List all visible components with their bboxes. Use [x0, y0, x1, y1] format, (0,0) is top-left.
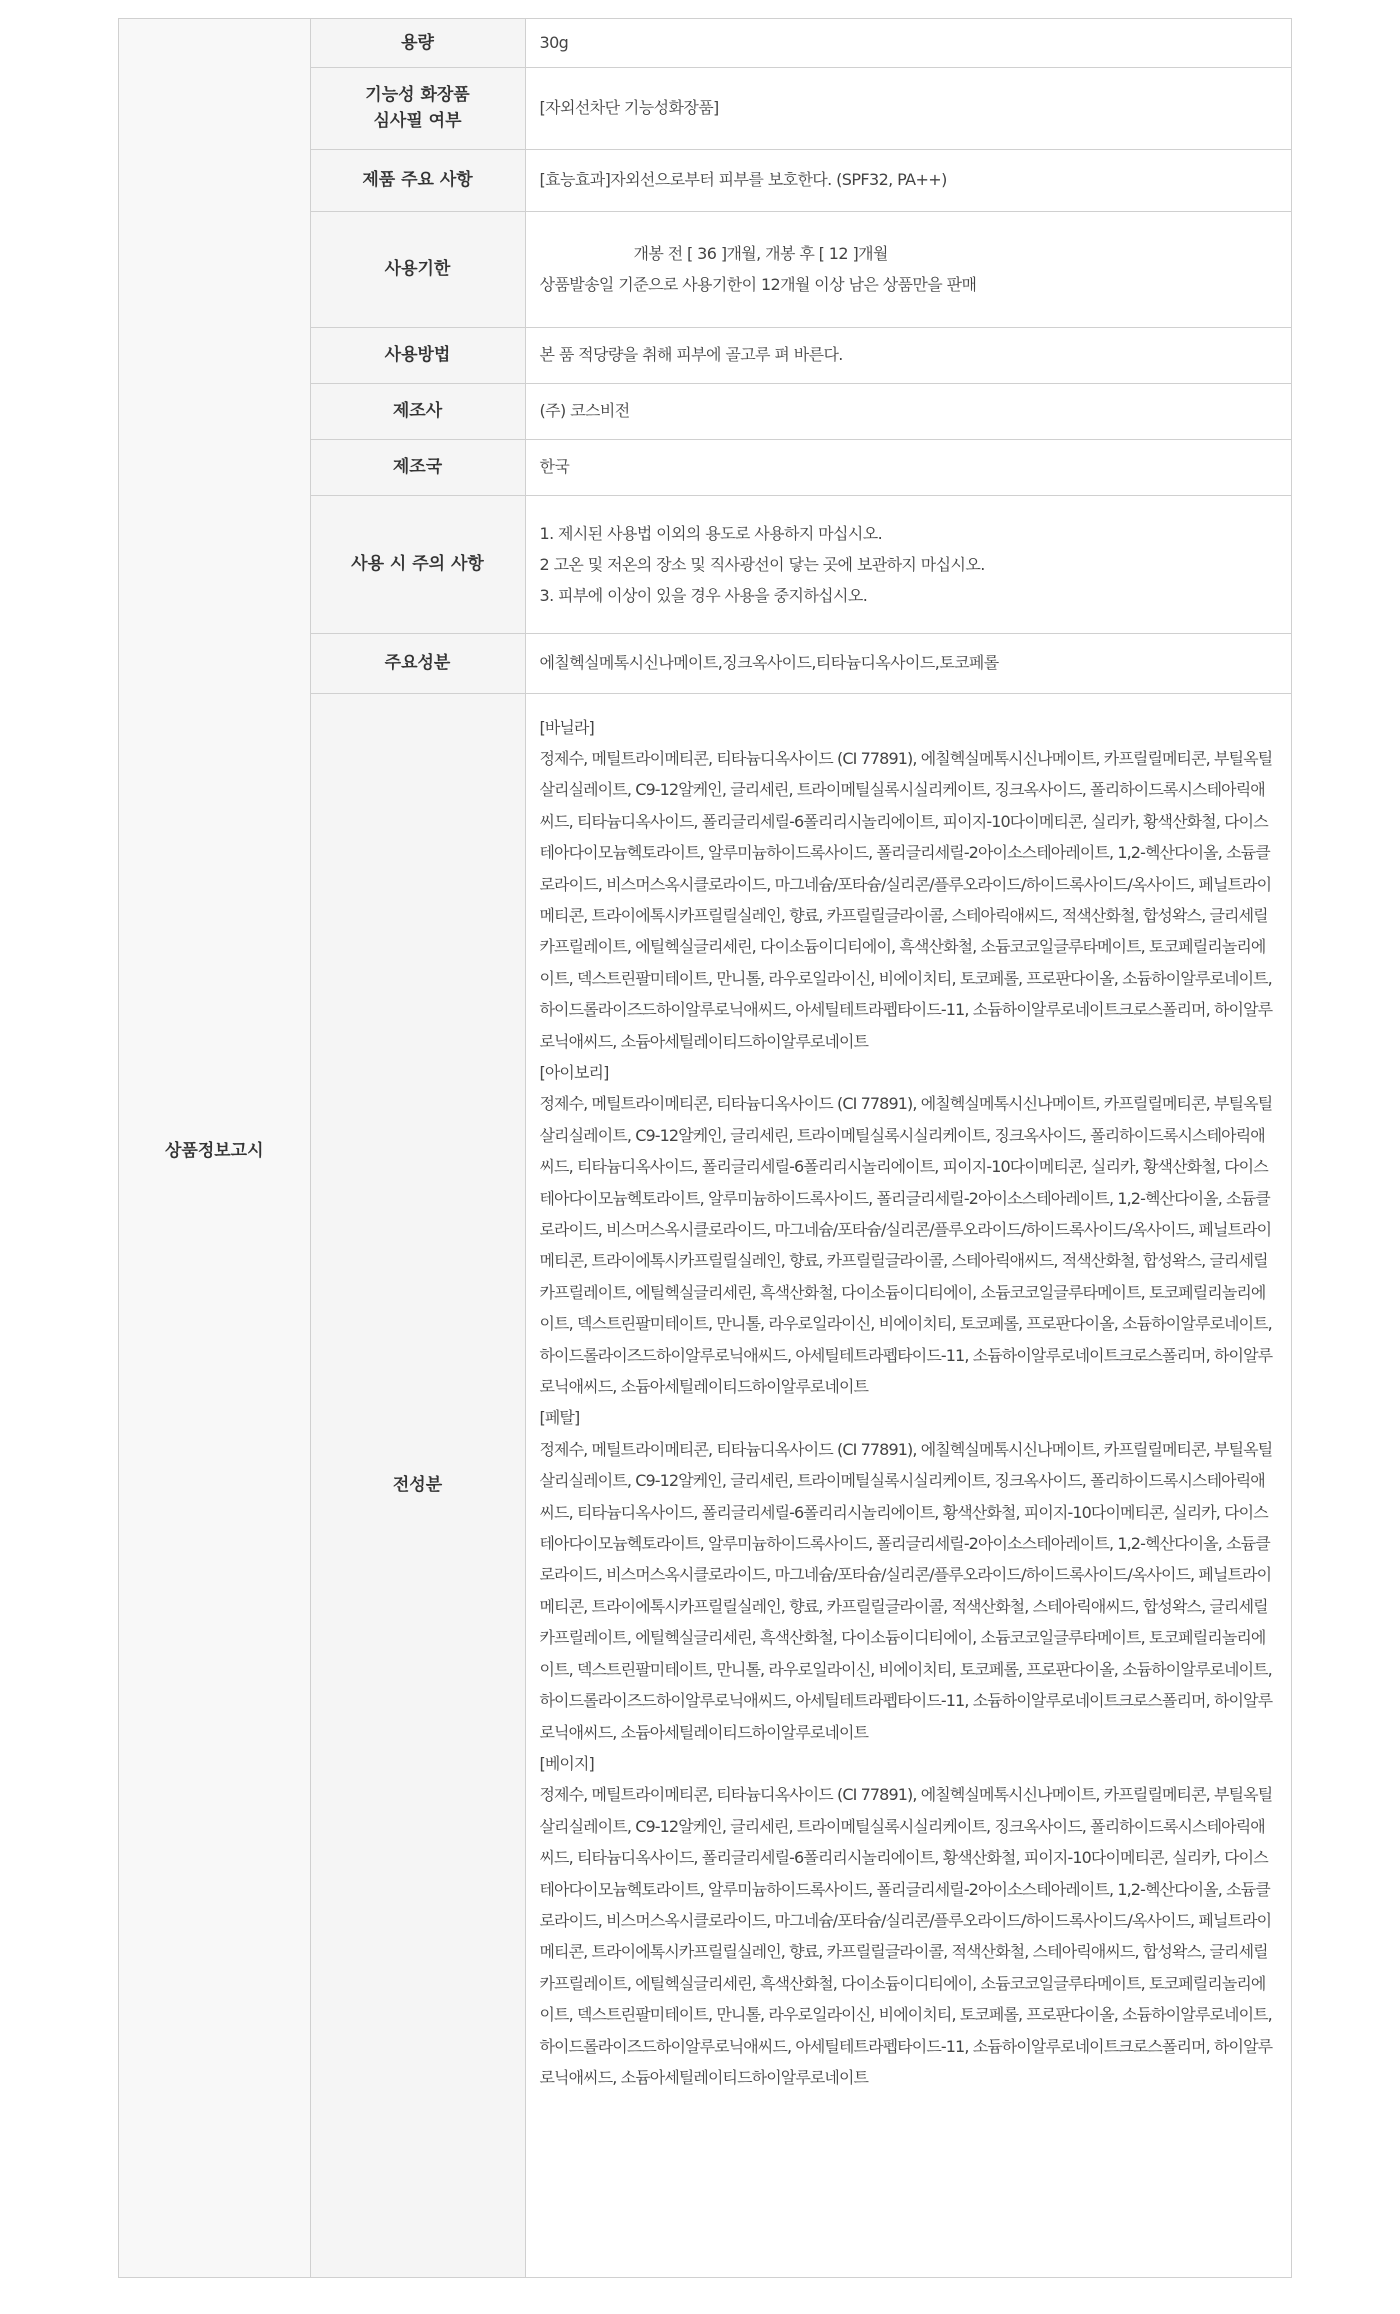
- row-label-capacity: 용량: [310, 19, 525, 67]
- row-value-expiration: [525, 211, 1291, 327]
- row-label-expiration: 사용기한: [310, 211, 525, 327]
- row-value-capacity: 30g: [525, 19, 1291, 67]
- shade-ingredients: 정제수, 메틸트라이메티콘, 티타늄디옥사이드 (CI 77891), 에칠헥실메톡시신나메이트, 카프릴릴메티콘, 부틸옥틸살리실레이트, C9-12알케인, 글리세린, 트라이메틸실록시실리케이트, 징크옥사이드, 폴리하이드록시스테아릭애씨드, 티타늄디옥사이드, 폴리글리세릴-6폴리리시놀리에이트, 피이지-10다이메티콘, 실리카, 황색산화철, 다이스테아다이모늄헥토라이트, 알루미늄하이드록사이드, 폴리글리세릴-2아이소스테아레이트, 1,2-헥산다이올, 소듐클로라이드, 비스머스옥시클로라이드, 마그네슘/포타슘/실리콘/플루오라이드/하이드록사이드/옥사이드, 페닐트라이메티콘, 트라이에톡시카프릴릴실레인, 향료, 카프릴릴글라이콜, 스테아릭애씨드, 적색산화철, 합성왁스, 글리세릴카프릴레이트, 에틸헥실글리세린, 흑색산화철, 다이소듐이디티에이, 소듐코코일글루타메이트, 토코페릴리놀리에이트, 덱스트린팔미테이트, 만니톨, 라우로일라이신, 비에이치티, 토코페롤, 프로판다이올, 소듐하이알루로네이트, 하이드롤라이즈드하이알루로닉애씨드, 아세틸테트라펩타이드-11, 소듐하이알루로네이트크로스폴리머, 하이알루로닉애씨드, 소듐아세틸레이티드하이알루로네이트: [539, 1094, 1273, 1397]
- row-value-precautions: [525, 495, 1291, 633]
- expiration-line-1: 개봉 전 [ 36 ]개월, 개봉 후 [ 12 ]개월: [633, 244, 888, 263]
- row-label-manufacturer: 제조사: [310, 383, 525, 439]
- row-value-full-ingredients: [525, 693, 1291, 2277]
- shade-name: [베이지]: [539, 1753, 594, 1773]
- row-value-usage: 본 품 적당량을 취해 피부에 골고루 펴 바른다.: [525, 327, 1291, 383]
- shade-ingredients: 정제수, 메틸트라이메티콘, 티타늄디옥사이드 (CI 77891), 에칠헥실메톡시신나메이트, 카프릴릴메티콘, 부틸옥틸살리실레이트, C9-12알케인, 글리세린, 트라이메틸실록시실리케이트, 징크옥사이드, 폴리하이드록시스테아릭애씨드, 티타늄디옥사이드, 폴리글리세릴-6폴리리시놀리에이트, 황색산화철, 피이지-10다이메티콘, 실리카, 다이스테아다이모늄헥토라이트, 알루미늄하이드록사이드, 폴리글리세릴-2아이소스테아레이트, 1,2-헥산다이올, 소듐클로라이드, 비스머스옥시클로라이드, 마그네슘/포타슘/실리콘/플루오라이드/하이드록사이드/옥사이드, 페닐트라이메티콘, 트라이에톡시카프릴릴실레인, 향료, 카프릴릴글라이콜, 적색산화철, 스테아릭애씨드, 합성왁스, 글리세릴카프릴레이트, 에틸헥실글리세린, 흑색산화철, 다이소듐이디티에이, 소듐코코일글루타메이트, 토코페릴리놀리에이트, 덱스트린팔미테이트, 만니톨, 라우로일라이신, 비에이치티, 토코페롤, 프로판다이올, 소듐하이알루로네이트, 하이드롤라이즈드하이알루로닉애씨드, 아세틸테트라펩타이드-11, 소듐하이알루로네이트크로스폴리머, 하이알루로닉애씨드, 소듐아세틸레이티드하이알루로네이트: [539, 1439, 1273, 1742]
- expiration-line-2: 상품발송일 기준으로 사용기한이 12개월 이상 남은 상품만을 판매: [539, 275, 977, 294]
- label-line: 심사필 여부: [373, 111, 462, 131]
- shade-name: [페탈]: [539, 1408, 580, 1428]
- label-line: 기능성 화장품: [365, 85, 470, 105]
- row-label-precautions: 사용 시 주의 사항: [310, 495, 525, 633]
- group-label: 상품정보고시: [119, 19, 310, 2277]
- precaution-line: 1. 제시된 사용법 이외의 용도로 사용하지 마십시오.: [539, 523, 883, 543]
- row-value-key-ingredients: 에칠헥실메톡시신나메이트,징크옥사이드,티타늄디옥사이드,토코페롤: [525, 633, 1291, 693]
- product-info-table: [119, 19, 1291, 2277]
- precaution-line: 2 고온 및 저온의 장소 및 직사광선이 닿는 곳에 보관하지 마십시오.: [539, 554, 985, 574]
- row-value-manufacturer: (주) 코스비전: [525, 383, 1291, 439]
- shade-name: [아이보리]: [539, 1062, 609, 1082]
- row-label-main-features: 제품 주요 사항: [310, 149, 525, 211]
- shade-name: [바닐라]: [539, 717, 594, 737]
- row-label-full-ingredients: 전성분: [310, 693, 525, 2277]
- row-label-functional-cosmetic: [310, 67, 525, 149]
- row-label-key-ingredients: 주요성분: [310, 633, 525, 693]
- row-value-functional-cosmetic: [자외선차단 기능성화장품]: [525, 67, 1291, 149]
- precaution-line: 3. 피부에 이상이 있을 경우 사용을 중지하십시오.: [539, 585, 868, 605]
- shade-ingredients: 정제수, 메틸트라이메티콘, 티타늄디옥사이드 (CI 77891), 에칠헥실메톡시신나메이트, 카프릴릴메티콘, 부틸옥틸살리실레이트, C9-12알케인, 글리세린, 트라이메틸실록시실리케이트, 징크옥사이드, 폴리하이드록시스테아릭애씨드, 티타늄디옥사이드, 폴리글리세릴-6폴리리시놀리에이트, 피이지-10다이메티콘, 실리카, 황색산화철, 다이스테아다이모늄헥토라이트, 알루미늄하이드록사이드, 폴리글리세릴-2아이소스테아레이트, 1,2-헥산다이올, 소듐클로라이드, 비스머스옥시클로라이드, 마그네슘/포타슘/실리콘/플루오라이드/하이드록사이드/옥사이드, 페닐트라이메티콘, 트라이에톡시카프릴릴실레인, 향료, 카프릴릴글라이콜, 스테아릭애씨드, 적색산화철, 합성왁스, 글리세릴카프릴레이트, 에틸헥실글리세린, 다이소듐이디티에이, 흑색산화철, 소듐코코일글루타메이트, 토코페릴리놀리에이트, 덱스트린팔미테이트, 만니톨, 라우로일라이신, 비에이치티, 토코페롤, 프로판다이올, 소듐하이알루로네이트, 하이드롤라이즈드하이알루로닉애씨드, 아세틸테트라펩타이드-11, 소듐하이알루로네이트크로스폴리머, 하이알루로닉애씨드, 소듐아세틸레이티드하이알루로네이트: [539, 748, 1273, 1051]
- row-value-main-features: [효능효과]자외선으로부터 피부를 보호한다. (SPF32, PA++): [525, 149, 1291, 211]
- row-label-usage: 사용방법: [310, 327, 525, 383]
- row-value-country: 한국: [525, 439, 1291, 495]
- product-info-table-container: [118, 18, 1292, 2278]
- shade-ingredients: 정제수, 메틸트라이메티콘, 티타늄디옥사이드 (CI 77891), 에칠헥실메톡시신나메이트, 카프릴릴메티콘, 부틸옥틸살리실레이트, C9-12알케인, 글리세린, 트라이메틸실록시실리케이트, 징크옥사이드, 폴리하이드록시스테아릭애씨드, 티타늄디옥사이드, 폴리글리세릴-6폴리리시놀리에이트, 황색산화철, 피이지-10다이메티콘, 실리카, 다이스테아다이모늄헥토라이트, 알루미늄하이드록사이드, 폴리글리세릴-2아이소스테아레이트, 1,2-헥산다이올, 소듐클로라이드, 비스머스옥시클로라이드, 마그네슘/포타슘/실리콘/플루오라이드/하이드록사이드/옥사이드, 페닐트라이메티콘, 트라이에톡시카프릴릴실레인, 향료, 카프릴릴글라이콜, 적색산화철, 스테아릭애씨드, 합성왁스, 글리세릴카프릴레이트, 에틸헥실글리세린, 흑색산화철, 다이소듐이디티에이, 소듐코코일글루타메이트, 토코페릴리놀리에이트, 덱스트린팔미테이트, 만니톨, 라우로일라이신, 비에이치티, 토코페롤, 프로판다이올, 소듐하이알루로네이트, 하이드롤라이즈드하이알루로닉애씨드, 아세틸테트라펩타이드-11, 소듐하이알루로네이트크로스폴리머, 하이알루로닉애씨드, 소듐아세틸레이티드하이알루로네이트: [539, 1785, 1273, 2087]
- row-label-country: 제조국: [310, 439, 525, 495]
- table-row: [119, 19, 1291, 67]
